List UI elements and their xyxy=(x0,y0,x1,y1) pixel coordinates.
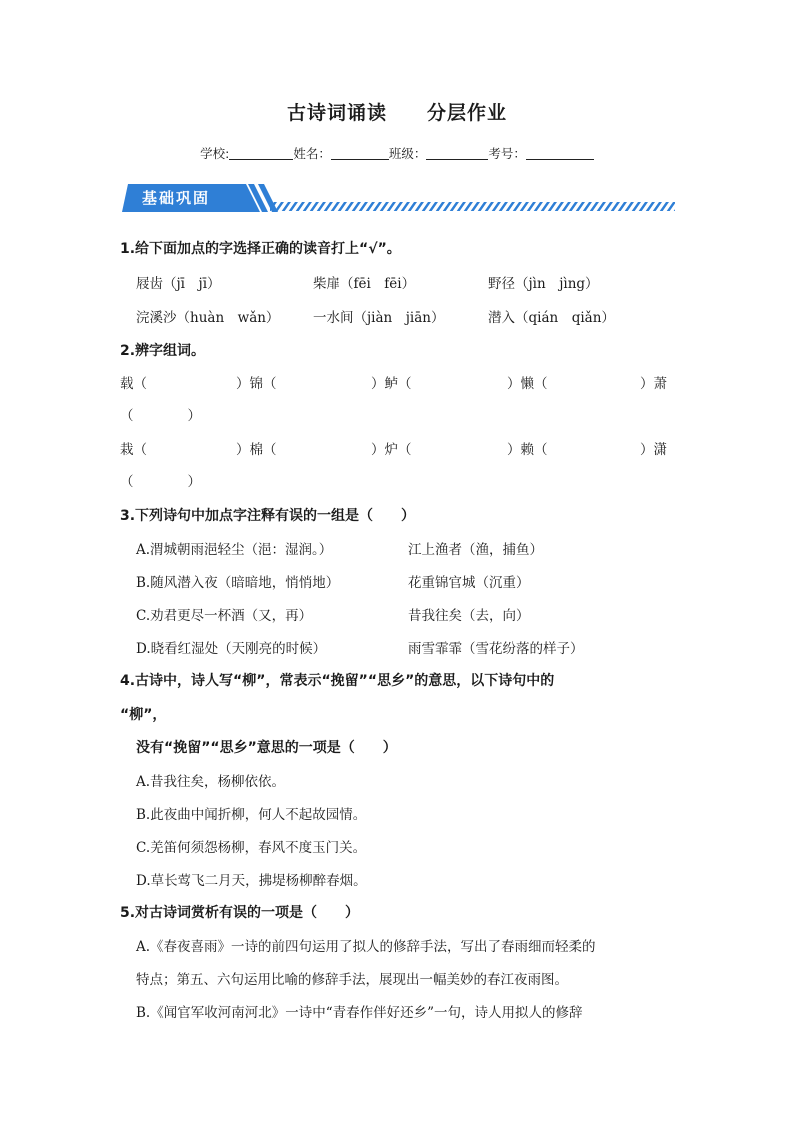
q1-item: 浣溪沙（huàn wǎn） xyxy=(136,310,280,326)
q1-item: 屐齿（jī jī） xyxy=(136,276,221,292)
question-1: 1.给下面加点的字选择正确的读音打上“√”。 xyxy=(120,241,401,257)
q1-item: 潜入（qián qiǎn） xyxy=(488,310,615,326)
q4-option: C.羌笛何须怨杨柳，春风不度玉门关。 xyxy=(136,840,367,856)
q3-option: B.随风潜入夜（暗暗地，悄悄地） xyxy=(136,575,340,591)
q2-cell: （ ） xyxy=(120,408,201,424)
exam-no-label: 考号： xyxy=(488,146,526,161)
q2-cell: 栽（ xyxy=(120,442,147,458)
student-info-line xyxy=(0,144,794,162)
q2-cell: ）锦（ xyxy=(236,376,277,392)
q5-option-b: B.《闻官军收河南河北》一诗中“青春作伴好还乡”一句，诗人用拟人的修辞 xyxy=(136,1005,583,1021)
q2-cell: 载（ xyxy=(120,376,147,392)
q3-option: 昔我往矣（去，向） xyxy=(408,608,530,624)
q2-cell: ）炉（ xyxy=(371,442,412,458)
q1-item: 野径（jìn jìng） xyxy=(488,276,599,292)
q2-cell: ）棉（ xyxy=(236,442,277,458)
q3-option: 江上渔者（渔，捕鱼） xyxy=(408,542,543,558)
title-part2: 分层作业 xyxy=(427,102,508,124)
exam-no-blank[interactable] xyxy=(526,147,594,160)
name-label: 姓名： xyxy=(293,146,331,161)
q3-option: 花重锦官城（沉重） xyxy=(408,575,530,591)
page-title xyxy=(0,98,794,125)
question-3: 3.下列诗句中加点字注释有误的一组是（ ） xyxy=(120,508,416,524)
school-label: 学校: xyxy=(200,146,230,161)
q3-option: D.晓看红湿处（天刚亮的时候） xyxy=(136,641,327,657)
q4-option: B.此夜曲中闻折柳，何人不起故园情。 xyxy=(136,807,367,823)
question-2: 2.辨字组词。 xyxy=(120,343,206,359)
class-label: 班级： xyxy=(388,146,427,161)
q2-cell: （ ） xyxy=(120,474,201,490)
title-part1: 古诗词诵读 xyxy=(286,102,387,124)
q2-cell: ）懒（ xyxy=(507,376,548,392)
q3-option: C.劝君更尽一杯酒（又，再） xyxy=(136,608,313,624)
q1-item: 一水间（jiàn jiān） xyxy=(313,310,445,326)
class-blank[interactable] xyxy=(426,147,488,160)
q3-option: A.渭城朝雨浥轻尘（浥：湿润。） xyxy=(136,542,333,558)
banner-label: 基础巩固 xyxy=(142,189,211,207)
question-4: 4.古诗中，诗人写“柳”，常表示“挽留”“思乡”的意思，以下诗句中的 xyxy=(120,673,555,689)
question-4-cont: “柳”， xyxy=(120,707,167,723)
q3-option: 雨雪霏霏（雪花纷落的样子） xyxy=(408,641,584,657)
question-5: 5.对古诗词赏析有误的一项是（ ） xyxy=(120,905,360,921)
q4-option: A.昔我往矣，杨柳依依。 xyxy=(136,774,286,790)
q5-option-a: A.《春夜喜雨》一诗的前四句运用了拟人的修辞手法，写出了春雨细而轻柔的 xyxy=(136,939,596,955)
name-blank[interactable] xyxy=(331,147,389,160)
section-banner xyxy=(120,182,680,216)
question-4-prompt: 没有“挽留”“思乡”意思的一项是（ ） xyxy=(136,740,397,756)
q2-cell: ）萧 xyxy=(640,376,667,392)
q4-option: D.草长莺飞二月天，拂堤杨柳醉春烟。 xyxy=(136,873,367,889)
q2-cell: ）潇 xyxy=(640,442,667,458)
q2-cell: ）赖（ xyxy=(507,442,548,458)
q1-item: 柴扉（fēi fēi） xyxy=(313,276,416,292)
school-blank[interactable] xyxy=(229,147,293,160)
q2-cell: ）鲈（ xyxy=(371,376,412,392)
q5-option-a-cont: 特点；第五、六句运用比喻的修辞手法，展现出一幅美妙的春江夜雨图。 xyxy=(136,972,568,988)
